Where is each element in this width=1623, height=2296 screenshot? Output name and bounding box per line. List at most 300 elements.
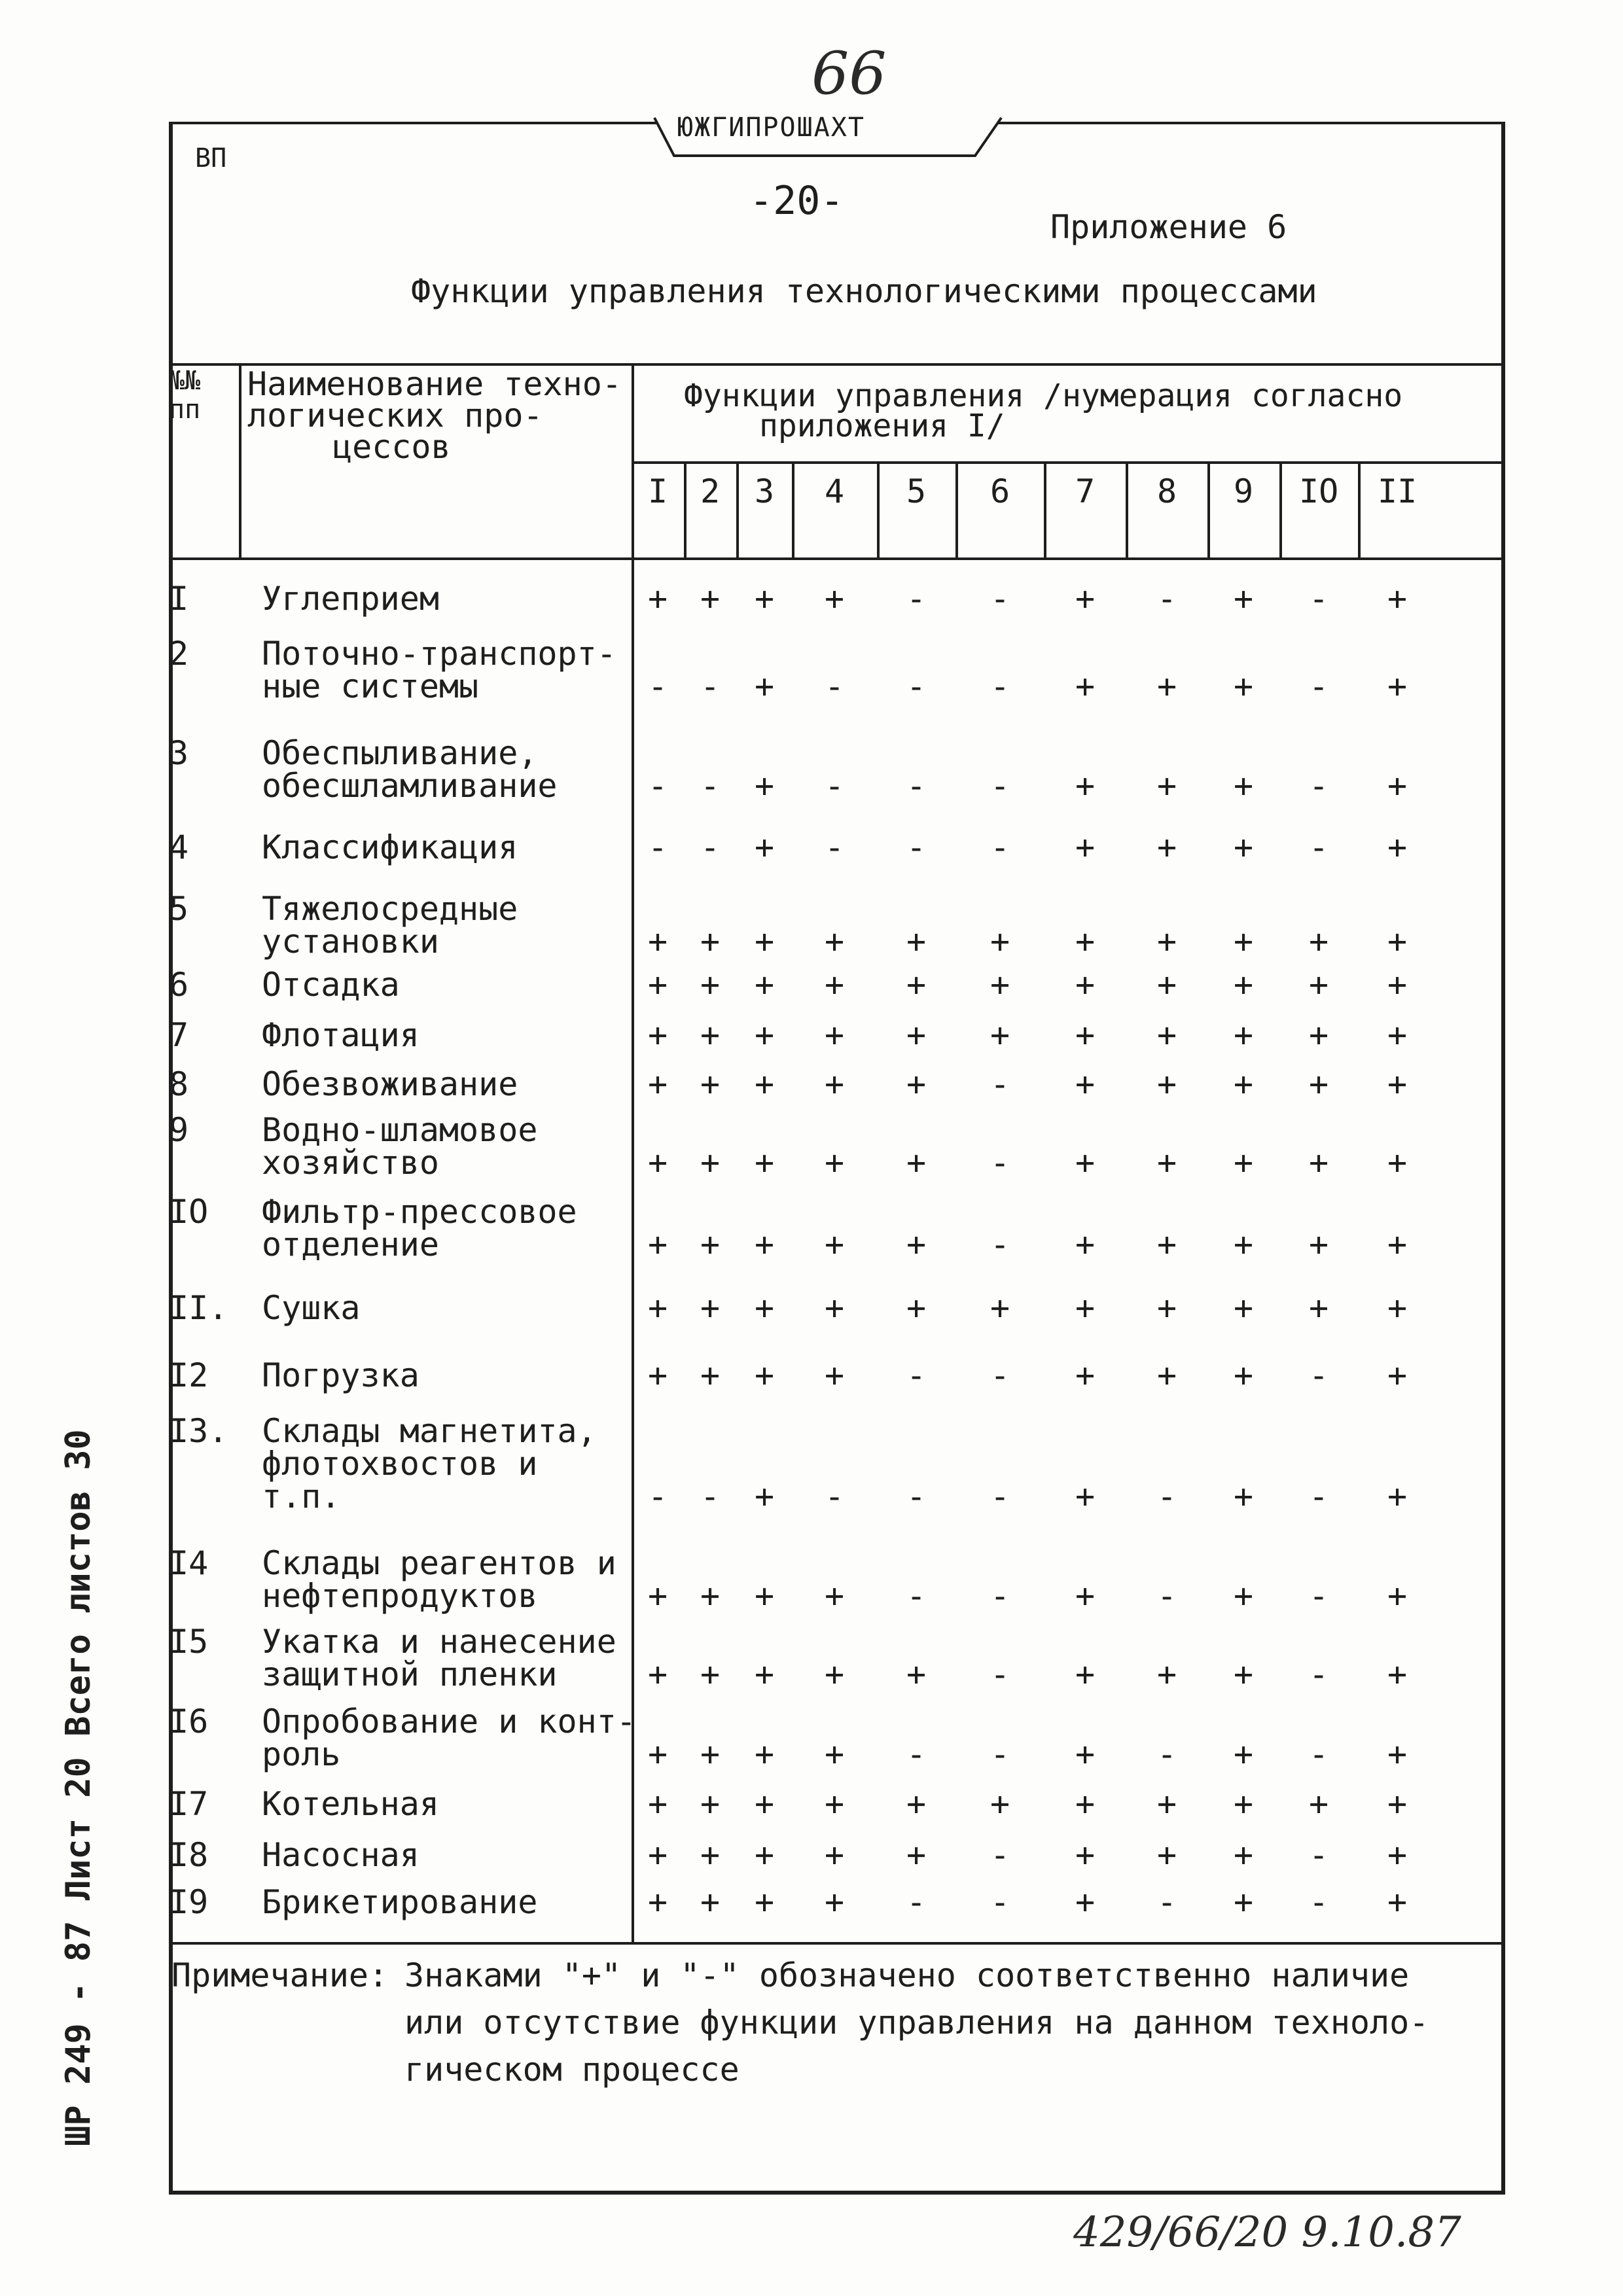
column-number: 9 [1233, 472, 1254, 510]
function-mark: + [1233, 966, 1254, 1004]
function-mark: - [906, 1477, 927, 1515]
function-mark: + [824, 1785, 845, 1823]
function-mark: + [1156, 1289, 1177, 1327]
function-mark: - [1156, 1735, 1177, 1773]
process-name: защитной пленки [262, 1655, 558, 1693]
function-mark: - [990, 1655, 1010, 1693]
function-mark: + [1233, 1735, 1254, 1773]
function-mark: - [990, 1065, 1010, 1103]
row-number: 4 [169, 828, 189, 866]
function-mark: - [1308, 1836, 1329, 1874]
column-number: 6 [990, 472, 1010, 510]
function-mark: + [700, 1883, 721, 1921]
note-line-2: или отсутствие функции управления на данном техноло- [404, 2004, 1429, 2041]
function-mark: + [1075, 923, 1096, 961]
col-rule [1126, 461, 1128, 559]
function-mark: + [1156, 1356, 1177, 1394]
handwritten-page-number: 66 [812, 39, 887, 108]
process-name: Опробование и конт- [262, 1703, 636, 1740]
function-mark: + [906, 1016, 927, 1054]
function-mark: + [1387, 1655, 1408, 1693]
function-mark: - [990, 1144, 1010, 1182]
function-mark: + [1233, 1016, 1254, 1054]
function-mark: + [647, 1065, 668, 1103]
function-mark: + [754, 1065, 775, 1103]
function-mark: + [824, 1577, 845, 1615]
function-mark: + [1233, 1289, 1254, 1327]
col-rule [877, 461, 880, 559]
function-mark: + [647, 1655, 668, 1693]
function-mark: + [1387, 1356, 1408, 1394]
function-mark: + [906, 923, 927, 961]
function-mark: + [1156, 1785, 1177, 1823]
function-mark: - [906, 1577, 927, 1615]
function-mark: - [1308, 1477, 1329, 1515]
function-mark: + [1075, 1836, 1096, 1874]
process-name: нефтепродуктов [262, 1577, 538, 1615]
function-mark: + [1233, 1883, 1254, 1921]
function-mark: - [990, 580, 1010, 618]
function-mark: + [1075, 1016, 1096, 1054]
function-mark: + [700, 580, 721, 618]
column-number: II [1378, 472, 1418, 510]
function-mark: + [700, 1356, 721, 1394]
row-number: I4 [169, 1544, 209, 1582]
function-mark: + [754, 1785, 775, 1823]
function-mark: + [990, 1289, 1010, 1327]
function-mark: - [1156, 1883, 1177, 1921]
process-name: Тяжелосредные [262, 890, 518, 928]
process-name: обесшламливание [262, 767, 558, 805]
function-mark: - [1156, 1577, 1177, 1615]
function-mark: + [647, 580, 668, 618]
function-mark: + [990, 966, 1010, 1004]
function-mark: + [754, 1735, 775, 1773]
col-rule [1207, 461, 1210, 559]
process-name: Обеспыливание, [262, 734, 538, 772]
corner-mark: ВП [195, 143, 227, 173]
function-mark: + [1075, 580, 1096, 618]
process-name: флотохвостов и [262, 1445, 538, 1483]
function-mark: + [1075, 1226, 1096, 1263]
function-mark: + [1387, 1065, 1408, 1103]
function-mark: + [1075, 1356, 1096, 1394]
function-mark: + [1075, 1289, 1096, 1327]
function-mark: + [1075, 767, 1096, 805]
function-mark: + [700, 966, 721, 1004]
header-functions-line-2: приложения I/ [759, 408, 1005, 444]
function-mark: + [1156, 1226, 1177, 1263]
function-mark: + [1387, 667, 1408, 705]
row-number: I [169, 580, 189, 618]
function-mark: + [1308, 1785, 1329, 1823]
process-name: т.п. [262, 1477, 341, 1515]
function-mark: - [1308, 1883, 1329, 1921]
function-mark: + [647, 1356, 668, 1394]
function-mark: + [1233, 1836, 1254, 1874]
function-mark: + [1233, 667, 1254, 705]
row-number: I3. [169, 1412, 228, 1450]
function-mark: + [990, 923, 1010, 961]
function-mark: - [906, 1356, 927, 1394]
function-mark: + [1156, 966, 1177, 1004]
function-mark: + [1233, 828, 1254, 866]
function-mark: - [824, 767, 845, 805]
header-name-line-2: логических про- [247, 397, 543, 434]
function-mark: - [700, 1477, 721, 1515]
function-mark: - [700, 767, 721, 805]
col-rule [1044, 461, 1046, 559]
function-mark: + [647, 966, 668, 1004]
function-mark: - [990, 667, 1010, 705]
function-mark: + [1233, 1577, 1254, 1615]
function-mark: + [1387, 1836, 1408, 1874]
function-mark: + [824, 580, 845, 618]
function-mark: + [1075, 667, 1096, 705]
function-mark: - [1308, 1356, 1329, 1394]
function-mark: + [1387, 1477, 1408, 1515]
function-mark: - [906, 1883, 927, 1921]
function-mark: + [1075, 966, 1096, 1004]
function-mark: + [1075, 828, 1096, 866]
function-mark: + [754, 966, 775, 1004]
column-number: 4 [824, 472, 845, 510]
function-mark: + [1387, 580, 1408, 618]
function-mark: - [700, 667, 721, 705]
function-mark: + [647, 1735, 668, 1773]
function-mark: + [1387, 1577, 1408, 1615]
function-mark: - [990, 1477, 1010, 1515]
header-name-line-1: Наименование техно- [247, 365, 622, 403]
note-line-3: гическом процессе [404, 2051, 740, 2089]
process-name: Фильтр-прессовое [262, 1193, 577, 1231]
function-mark: + [1387, 1735, 1408, 1773]
function-mark: + [700, 1016, 721, 1054]
function-mark: + [1308, 1016, 1329, 1054]
table-bottom-rule [169, 1942, 1505, 1945]
function-mark: + [824, 1735, 845, 1773]
function-mark: + [754, 1477, 775, 1515]
function-mark: + [1233, 1065, 1254, 1103]
function-mark: - [1308, 1655, 1329, 1693]
function-mark: - [990, 828, 1010, 866]
function-mark: + [1233, 1226, 1254, 1263]
function-mark: + [824, 1356, 845, 1394]
function-mark: + [700, 1836, 721, 1874]
function-mark: + [647, 1226, 668, 1263]
function-mark: + [906, 966, 927, 1004]
col-rule [684, 461, 687, 559]
function-mark: + [754, 767, 775, 805]
function-mark: + [1387, 923, 1408, 961]
function-mark: - [700, 828, 721, 866]
number-column-rule [239, 363, 241, 559]
handwritten-registration: 429/66/20 9.10.87 [1073, 2208, 1461, 2257]
function-mark: + [1233, 580, 1254, 618]
function-mark: + [824, 1144, 845, 1182]
function-mark: + [754, 1016, 775, 1054]
function-mark: + [1156, 828, 1177, 866]
function-mark: - [990, 767, 1010, 805]
function-mark: + [906, 1836, 927, 1874]
function-mark: + [1387, 1785, 1408, 1823]
function-mark: - [1308, 580, 1329, 618]
function-mark: + [1156, 767, 1177, 805]
function-mark: + [647, 1577, 668, 1615]
row-number: 8 [169, 1065, 189, 1103]
process-name: Углеприем [262, 580, 439, 618]
row-number: 6 [169, 966, 189, 1004]
col-rule [1358, 461, 1361, 559]
function-mark: + [700, 1735, 721, 1773]
function-mark: + [1308, 1065, 1329, 1103]
row-number: I7 [169, 1785, 209, 1823]
function-mark: + [1156, 667, 1177, 705]
function-mark: + [754, 828, 775, 866]
function-mark: + [754, 1144, 775, 1182]
function-mark: + [1233, 767, 1254, 805]
header-no-line-2: пп [169, 395, 201, 425]
column-number: 7 [1075, 472, 1096, 510]
function-mark: + [754, 1356, 775, 1394]
organization-stamp: ЮЖГИПРОШАХТ [677, 113, 865, 143]
function-mark: + [906, 1144, 927, 1182]
process-name: установки [262, 923, 439, 961]
function-mark: - [1156, 1477, 1177, 1515]
row-number: 3 [169, 734, 189, 772]
function-mark: + [1387, 1883, 1408, 1921]
function-mark: - [647, 828, 668, 866]
header-name-line-3: цессов [332, 428, 451, 466]
function-mark: + [824, 1065, 845, 1103]
function-mark: + [1156, 1065, 1177, 1103]
function-mark: - [824, 1477, 845, 1515]
function-mark: + [700, 1655, 721, 1693]
process-name: Насосная [262, 1836, 419, 1874]
function-mark: - [990, 1577, 1010, 1615]
function-mark: - [647, 667, 668, 705]
function-mark: - [906, 828, 927, 866]
function-mark: + [1075, 1883, 1096, 1921]
function-mark: + [1156, 1836, 1177, 1874]
function-mark: + [647, 923, 668, 961]
function-mark: + [1308, 1226, 1329, 1263]
function-mark: - [1308, 667, 1329, 705]
function-mark: + [754, 580, 775, 618]
process-name: Отсадка [262, 966, 400, 1004]
col-rule [1279, 461, 1282, 559]
note-line-1: Знаками "+" и "-" обозначено соответственно наличие [404, 1956, 1410, 1994]
process-name: Сушка [262, 1289, 361, 1327]
column-numbers-top-rule [632, 461, 1505, 464]
function-mark: - [1308, 1577, 1329, 1615]
function-mark: + [906, 1065, 927, 1103]
process-name: Погрузка [262, 1356, 419, 1394]
process-name: Склады реагентов и [262, 1544, 616, 1582]
function-mark: + [700, 1577, 721, 1615]
process-name: Классификация [262, 828, 518, 866]
header-bottom-rule [169, 557, 1505, 560]
function-mark: + [647, 1785, 668, 1823]
function-mark: + [1075, 1655, 1096, 1693]
row-number: IO [169, 1193, 209, 1231]
function-mark: - [990, 1226, 1010, 1263]
function-mark: + [647, 1016, 668, 1054]
header-no-line-1: №№ [169, 366, 201, 396]
function-mark: + [1387, 767, 1408, 805]
function-mark: + [1308, 966, 1329, 1004]
function-mark: - [1156, 580, 1177, 618]
col-rule [792, 461, 794, 559]
row-number: I9 [169, 1883, 209, 1921]
row-number: 7 [169, 1016, 189, 1054]
function-mark: - [990, 1883, 1010, 1921]
process-name: Брикетирование [262, 1883, 538, 1921]
function-mark: + [1387, 1144, 1408, 1182]
process-name: Укатка и нанесение [262, 1623, 616, 1661]
function-mark: + [1156, 1655, 1177, 1693]
function-mark: - [906, 1735, 927, 1773]
function-mark: - [906, 580, 927, 618]
function-mark: - [990, 1735, 1010, 1773]
function-mark: + [906, 1785, 927, 1823]
function-mark: + [906, 1226, 927, 1263]
function-mark: + [1233, 1144, 1254, 1182]
process-name: роль [262, 1735, 341, 1773]
function-mark: + [700, 1226, 721, 1263]
row-number: I2 [169, 1356, 209, 1394]
function-mark: - [990, 1356, 1010, 1394]
function-mark: + [647, 1144, 668, 1182]
process-name: отделение [262, 1226, 439, 1263]
process-name: ные системы [262, 667, 479, 705]
function-mark: + [990, 1016, 1010, 1054]
function-mark: + [1387, 1289, 1408, 1327]
function-mark: + [1308, 923, 1329, 961]
function-mark: + [1387, 966, 1408, 1004]
function-mark: + [754, 1655, 775, 1693]
function-mark: - [1308, 828, 1329, 866]
function-mark: + [824, 1226, 845, 1263]
function-mark: - [824, 828, 845, 866]
function-mark: + [1233, 1477, 1254, 1515]
document-title: Функции управления технологическими процессами [411, 272, 1317, 310]
row-number: 2 [169, 635, 189, 673]
row-number: I5 [169, 1623, 209, 1661]
process-name: Склады магнетита, [262, 1412, 597, 1450]
function-mark: - [647, 1477, 668, 1515]
column-number: IO [1299, 472, 1339, 510]
function-mark: + [754, 923, 775, 961]
function-mark: + [700, 1785, 721, 1823]
function-mark: + [1075, 1144, 1096, 1182]
row-number: 5 [169, 890, 189, 928]
function-mark: + [754, 1577, 775, 1615]
process-name: хозяйство [262, 1144, 439, 1182]
function-mark: + [1156, 923, 1177, 961]
function-mark: + [906, 1655, 927, 1693]
function-mark: + [700, 1144, 721, 1182]
appendix-label: Приложение 6 [1050, 208, 1287, 246]
note-label: Примечание: [171, 1956, 389, 1994]
process-name: Котельная [262, 1785, 439, 1823]
process-name: Флотация [262, 1016, 419, 1054]
column-number: 5 [906, 472, 927, 510]
page-number: -20- [749, 178, 844, 224]
function-mark: + [700, 1289, 721, 1327]
function-mark: + [1387, 1226, 1408, 1263]
function-mark: + [1387, 828, 1408, 866]
side-document-stamp: ШР 249 - 87 Лист 20 Всего листов 30 [59, 1429, 98, 2146]
column-number: 2 [700, 472, 721, 510]
function-mark: + [1075, 1577, 1096, 1615]
row-number: I8 [169, 1836, 209, 1874]
function-mark: + [1156, 1144, 1177, 1182]
column-number: I [647, 472, 668, 510]
function-mark: + [754, 1289, 775, 1327]
function-mark: + [824, 1289, 845, 1327]
function-mark: + [1233, 923, 1254, 961]
function-mark: - [647, 767, 668, 805]
function-mark: + [1156, 1016, 1177, 1054]
function-mark: + [824, 1883, 845, 1921]
function-mark: + [647, 1289, 668, 1327]
function-mark: - [824, 667, 845, 705]
process-name: Обезвоживание [262, 1065, 518, 1103]
function-mark: - [906, 767, 927, 805]
function-mark: + [824, 1016, 845, 1054]
row-number: I6 [169, 1703, 209, 1740]
row-number: II. [169, 1289, 228, 1327]
column-number: 3 [754, 472, 775, 510]
col-rule [736, 461, 739, 559]
function-mark: + [1233, 1356, 1254, 1394]
function-mark: + [1233, 1655, 1254, 1693]
function-mark: + [824, 1836, 845, 1874]
row-number: 9 [169, 1111, 189, 1149]
function-mark: + [700, 1065, 721, 1103]
function-mark: + [1308, 1144, 1329, 1182]
function-mark: + [990, 1785, 1010, 1823]
function-mark: + [824, 966, 845, 1004]
function-mark: + [1233, 1785, 1254, 1823]
header-functions-line-1: Функции управления /нумерация согласно [684, 378, 1403, 414]
function-mark: - [990, 1836, 1010, 1874]
function-mark: + [1387, 1016, 1408, 1054]
function-mark: + [754, 1226, 775, 1263]
column-number: 8 [1156, 472, 1177, 510]
function-mark: + [906, 1289, 927, 1327]
function-mark: + [1308, 1289, 1329, 1327]
function-mark: + [754, 1883, 775, 1921]
function-mark: - [1308, 767, 1329, 805]
function-mark: + [754, 667, 775, 705]
function-mark: + [824, 923, 845, 961]
function-mark: + [1075, 1785, 1096, 1823]
function-mark: + [700, 923, 721, 961]
function-mark: + [1075, 1477, 1096, 1515]
function-mark: + [647, 1883, 668, 1921]
function-mark: + [824, 1655, 845, 1693]
function-mark: + [1075, 1065, 1096, 1103]
process-name: Поточно-транспорт- [262, 635, 616, 673]
function-mark: - [906, 667, 927, 705]
process-name: Водно-шламовое [262, 1111, 538, 1149]
function-mark: + [647, 1836, 668, 1874]
function-mark: - [1308, 1735, 1329, 1773]
function-mark: + [1075, 1735, 1096, 1773]
col-rule [955, 461, 958, 559]
